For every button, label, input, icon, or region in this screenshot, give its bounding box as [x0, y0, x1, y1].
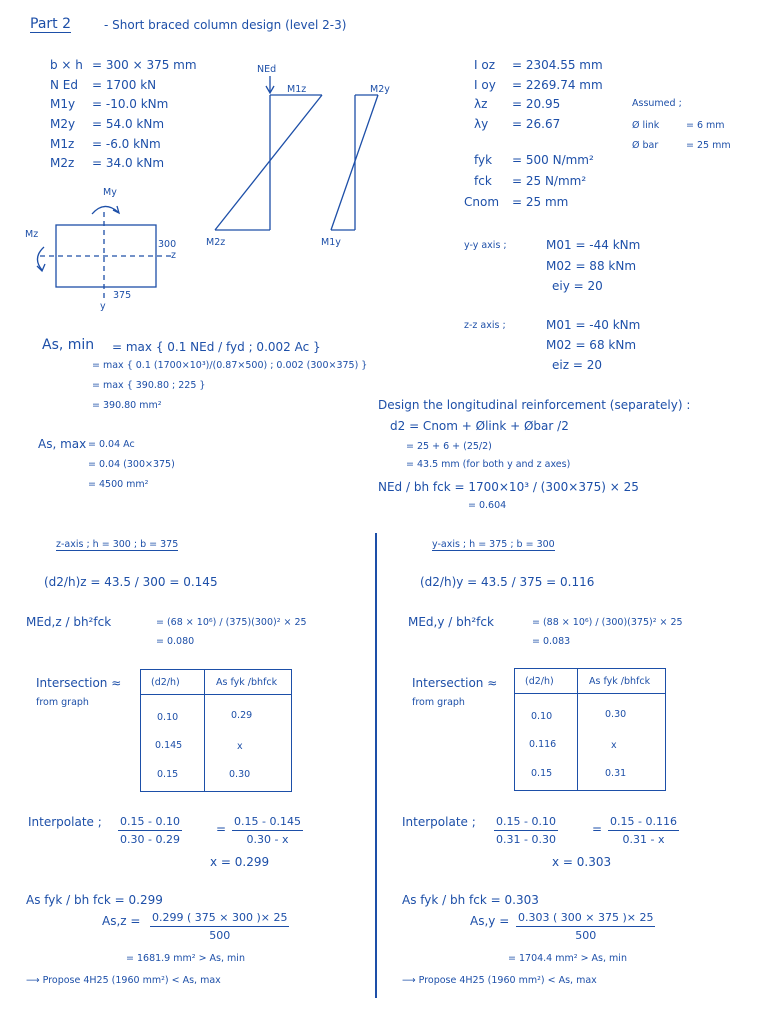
as-min-line: = 390.80 mm²	[92, 400, 162, 411]
y-table-cell: x	[611, 740, 617, 751]
input-label: N Ed	[50, 78, 78, 92]
y-as-ratio: As fyk / bh fck = 0.303	[402, 893, 539, 907]
z-from-graph: from graph	[36, 697, 89, 708]
input-label: M1y	[50, 97, 76, 111]
y-table	[514, 668, 666, 791]
y-from-graph: from graph	[412, 697, 465, 708]
z-as-frac: $\frac{0.299 ( 375 \times 300 )\times 25}{500}$	[152, 911, 288, 942]
z-med-res: = 0.080	[156, 636, 195, 647]
z-table	[140, 669, 292, 792]
y-col-heading: y-axis ; h = 375 ; b = 300	[432, 539, 555, 550]
prop-label: fck	[474, 174, 492, 188]
as-max-line: = 0.04 (300×375)	[88, 459, 175, 470]
y-med-val: = (88 × 10⁶) / (300)(375)² × 25	[532, 617, 683, 628]
prop-value: = 25 mm	[512, 195, 569, 209]
input-value: = -6.0 kNm	[92, 137, 161, 151]
prop-value: = 20.95	[512, 97, 561, 111]
input-value: = -10.0 kNm	[92, 97, 169, 111]
yy-m02: M02 = 88 kNm	[546, 259, 637, 273]
input-value: = 1700 kN	[92, 78, 157, 92]
y-frac-2: $\frac{0.15 - 0.116}{0.31 - x}$	[610, 815, 677, 846]
z-as-ratio: As fyk / bh fck = 0.299	[26, 893, 163, 907]
page-title: - Short braced column design (level 2-3)	[104, 18, 347, 32]
zz-m01: M01 = -40 kNm	[546, 318, 641, 332]
z-table-cell: 0.145	[155, 740, 183, 751]
prop-label: λy	[474, 117, 489, 131]
prop-label: I oz	[474, 58, 495, 72]
z-col-heading: z-axis ; h = 300 ; b = 375	[56, 539, 179, 550]
z-table-header: (d2/h)	[151, 677, 180, 688]
input-label: M1z	[50, 137, 75, 151]
z-frac-1: $\frac{0.15 - 0.10}{0.30 - 0.29}$	[120, 815, 180, 846]
mz-label: Mz	[25, 229, 39, 240]
input-value: = 34.0 kNm	[92, 156, 165, 170]
as-min-line: = max { 0.1 NEd / fyd ; 0.002 Ac }	[112, 340, 321, 354]
prop-value: = 2269.74 mm	[512, 78, 603, 92]
z-table-cell: 0.30	[229, 769, 251, 780]
as-min-line: = max { 0.1 (1700×10³)/(0.87×500) ; 0.002 (300×375) }	[92, 360, 368, 371]
prop-label: Cnom	[464, 195, 500, 209]
y-table-cell: 0.116	[529, 739, 557, 750]
z-table-cell: 0.29	[231, 710, 253, 721]
z-interpolate: Interpolate ;	[28, 815, 102, 829]
ned-label: NEd	[257, 64, 277, 75]
yy-m01: M01 = -44 kNm	[546, 238, 641, 252]
y-table-cell: 0.31	[605, 768, 627, 779]
y-propose: ⟶ Propose 4H25 (1960 mm²) < As, max	[402, 975, 597, 986]
my-label: My	[103, 187, 117, 198]
y-intersection: Intersection ≈	[412, 676, 498, 690]
y-as-result: = 1704.4 mm² > As, min	[508, 953, 627, 964]
link-value: = 6 mm	[686, 120, 725, 131]
design-line: d2 = Cnom + Ølink + Øbar /2	[390, 419, 569, 433]
prop-value: = 2304.55 mm	[512, 58, 603, 72]
z-as-result: = 1681.9 mm² > As, min	[126, 953, 245, 964]
zz-axis-label: z-z axis ;	[464, 320, 506, 331]
input-label: M2z	[50, 156, 75, 170]
z-med: MEd,z / bh²fck	[26, 615, 112, 629]
y-frac-1: $\frac{0.15 - 0.10}{0.31 - 0.30}$	[496, 815, 556, 846]
yy-axis-label: y-y axis ;	[464, 240, 507, 251]
y-axis-label: y	[100, 301, 106, 312]
assumed-title: Assumed ;	[632, 98, 682, 109]
link-label: Ø link	[632, 120, 660, 131]
part-label: Part 2	[30, 16, 71, 32]
prop-value: = 26.67	[512, 117, 561, 131]
column-divider	[375, 533, 377, 998]
input-value: = 300 × 375 mm	[92, 58, 197, 72]
section-h: 300	[158, 239, 177, 250]
z-eq: =	[216, 822, 227, 836]
bar-value: = 25 mm	[686, 140, 731, 151]
z-med-val: = (68 × 10⁶) / (375)(300)² × 25	[156, 617, 307, 628]
design-line: NEd / bh fck = 1700×10³ / (300×375) × 25	[378, 480, 639, 494]
z-frac-2: $\frac{0.15 - 0.145}{0.30 - x}$	[234, 815, 301, 846]
z-table-cell: 0.15	[157, 769, 179, 780]
y-med: MEd,y / bh²fck	[408, 615, 494, 629]
prop-label: λz	[474, 97, 488, 111]
y-x-result: x = 0.303	[552, 855, 612, 869]
y-ratio: (d2/h)y = 43.5 / 375 = 0.116	[420, 575, 595, 589]
y-table-header: (d2/h)	[525, 676, 554, 687]
z-x-result: x = 0.299	[210, 855, 270, 869]
input-value: = 54.0 kNm	[92, 117, 165, 131]
input-label: b × h	[50, 58, 83, 72]
m2z-label: M2z	[206, 237, 226, 248]
m1z-label: M1z	[287, 84, 307, 95]
as-max-line: = 0.04 Ac	[88, 439, 135, 450]
zz-ei: eiz = 20	[552, 358, 602, 372]
as-min-label: As, min	[42, 337, 95, 353]
y-table-cell: 0.10	[531, 711, 553, 722]
prop-value: = 25 N/mm²	[512, 174, 587, 188]
bar-label: Ø bar	[632, 140, 659, 151]
z-ratio: (d2/h)z = 43.5 / 300 = 0.145	[44, 575, 218, 589]
as-min-line: = max { 390.80 ; 225 }	[92, 380, 206, 391]
y-table-header: As fyk /bhfck	[589, 676, 651, 687]
prop-label: fyk	[474, 153, 493, 167]
z-as-label: As,z =	[102, 914, 141, 928]
input-label: M2y	[50, 117, 76, 131]
design-line: = 0.604	[468, 500, 507, 511]
design-line: = 25 + 6 + (25/2)	[406, 441, 492, 452]
as-max-line: = 4500 mm²	[88, 479, 149, 490]
z-axis-label: z	[171, 250, 176, 261]
z-table-header: As fyk /bhfck	[216, 677, 278, 688]
y-med-res: = 0.083	[532, 636, 571, 647]
as-max-label: As, max	[38, 437, 87, 451]
z-intersection: Intersection ≈	[36, 676, 122, 690]
zz-m02: M02 = 68 kNm	[546, 338, 637, 352]
design-line: = 43.5 mm (for both y and z axes)	[406, 459, 571, 470]
m2y-label: M2y	[370, 84, 390, 95]
prop-value: = 500 N/mm²	[512, 153, 594, 167]
z-table-cell: x	[237, 741, 243, 752]
z-propose: ⟶ Propose 4H25 (1960 mm²) < As, max	[26, 975, 221, 986]
z-table-cell: 0.10	[157, 712, 179, 723]
y-as-label: As,y =	[470, 914, 510, 928]
prop-label: I oy	[474, 78, 496, 92]
y-eq: =	[592, 822, 603, 836]
design-title: Design the longitudinal reinforcement (separately) :	[378, 398, 691, 412]
m1y-label: M1y	[321, 237, 341, 248]
y-table-cell: 0.30	[605, 709, 627, 720]
section-b: 375	[113, 290, 132, 301]
y-table-cell: 0.15	[531, 768, 553, 779]
yy-ei: eiy = 20	[552, 279, 603, 293]
y-as-frac: $\frac{0.303 ( 300 \times 375 )\times 25}{500}$	[518, 911, 654, 942]
y-interpolate: Interpolate ;	[402, 815, 476, 829]
